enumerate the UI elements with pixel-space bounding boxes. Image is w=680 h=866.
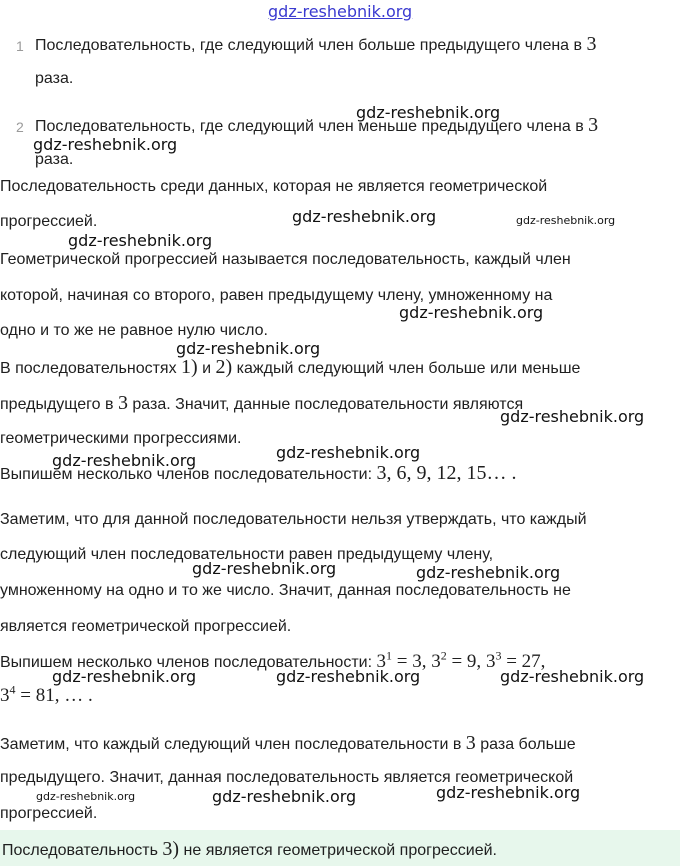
list-item-line xyxy=(35,115,598,137)
math-exponent: 1 xyxy=(386,648,392,663)
text-line xyxy=(0,393,523,415)
list-item-line: раза. xyxy=(35,151,74,168)
text-line xyxy=(0,357,580,379)
math-number: 3 xyxy=(588,114,599,136)
math-expression: 3, 6, 9, 12, 15… . xyxy=(376,462,517,484)
math-number: 3 xyxy=(117,392,128,414)
watermark: gdz-reshebnik.org xyxy=(276,443,421,462)
text-span: раза. Значит, данные последовательности являются xyxy=(132,396,524,413)
math-base: 3 xyxy=(485,651,496,672)
watermark: gdz-reshebnik.org xyxy=(68,231,213,250)
watermark: gdz-reshebnik.org xyxy=(192,559,337,578)
watermark: gdz-reshebnik.org xyxy=(436,783,581,802)
text-span: не является геометрической прогрессией. xyxy=(183,842,497,859)
math-exponent: 4 xyxy=(9,682,16,697)
text-span: В последовательностях xyxy=(0,360,177,377)
list-marker: 2 xyxy=(16,119,24,135)
text-span: предыдущего в xyxy=(0,396,114,413)
math-ref: 2) xyxy=(215,356,233,378)
watermark: gdz-reshebnik.org xyxy=(36,790,136,803)
math-ref: 1) xyxy=(181,356,198,378)
text-line: следующий член последовательности равен предыдущему члену, xyxy=(0,546,494,563)
math-exponent: 2 xyxy=(440,648,447,663)
watermark: gdz-reshebnik.org xyxy=(356,103,501,122)
watermark: gdz-reshebnik.org xyxy=(416,563,561,582)
math-rest: = 3, xyxy=(392,651,432,672)
watermark: gdz-reshebnik.org xyxy=(500,407,645,426)
watermark: gdz-reshebnik.org xyxy=(292,207,437,226)
text-span: Заметим, что каждый следующий член последовательности в xyxy=(0,736,462,753)
math-base: 3 xyxy=(376,651,386,672)
watermark: gdz-reshebnik.org xyxy=(212,787,357,806)
text-line: Последовательность среди данных, которая не является геометрической xyxy=(0,178,548,195)
math-base: 3 xyxy=(431,651,441,672)
text-span: Выпишем несколько членов последовательности: xyxy=(0,466,373,483)
math-exponent: 3 xyxy=(495,648,502,663)
math-base: 3 xyxy=(0,685,10,706)
text-span: раза больше xyxy=(480,736,576,753)
watermark: gdz-reshebnik.org xyxy=(399,303,544,322)
list-item-line: раза. xyxy=(35,70,74,87)
text-span: и xyxy=(202,360,212,377)
list-marker: 1 xyxy=(16,38,24,54)
text-line: предыдущего. Значит, данная последовательность является геометрической xyxy=(0,769,574,786)
watermark: gdz-reshebnik.org xyxy=(33,135,178,154)
watermark-top: gdz-reshebnik.org xyxy=(268,2,413,21)
text-span: Последовательность xyxy=(2,842,158,859)
math-number: 3 xyxy=(586,33,597,55)
watermark: gdz-reshebnik.org xyxy=(52,667,197,686)
text-line: геометрическими прогрессиями. xyxy=(0,430,242,447)
math-rest: = 81, … . xyxy=(15,685,93,706)
text-line xyxy=(0,733,576,755)
text-line: одно и то же не равное нулю число. xyxy=(0,322,268,339)
math-ref: 3) xyxy=(162,838,180,860)
text-line: которой, начиная со второго, равен предыдущему члену, умноженному на xyxy=(0,287,553,304)
math-rest: = 9, xyxy=(446,651,486,672)
watermark: gdz-reshebnik.org xyxy=(276,667,421,686)
text-line: является геометрической прогрессией. xyxy=(0,618,292,635)
watermark: gdz-reshebnik.org xyxy=(500,667,645,686)
text-line: Геометрической прогрессией называется последовательность, каждый член xyxy=(0,251,571,268)
text-span: каждый следующий член больше или меньше xyxy=(236,360,581,377)
text-line: прогрессией. xyxy=(0,805,98,822)
list-item-line xyxy=(35,34,596,56)
watermark: gdz-reshebnik.org xyxy=(176,339,321,358)
watermark: gdz-reshebnik.org xyxy=(516,214,616,227)
answer-conclusion xyxy=(0,830,680,866)
math-rest: = 27, xyxy=(501,651,546,672)
text-line: прогрессией. xyxy=(0,213,98,230)
conclusion-text xyxy=(2,839,497,861)
list-item-text: Последовательность, где следующий член меньше предыдущего члена в xyxy=(35,118,584,135)
text-line xyxy=(0,682,93,707)
math-number: 3 xyxy=(465,732,476,754)
text-span: Выпишем несколько членов последовательности: xyxy=(0,654,373,671)
list-item-text: Последовательность, где следующий член больше предыдущего члена в xyxy=(35,37,583,54)
watermark: gdz-reshebnik.org xyxy=(52,451,197,470)
text-line: умноженному на одно и то же число. Значит, данная последовательность не xyxy=(0,582,571,599)
math-expression xyxy=(0,682,93,706)
text-line: Заметим, что для данной последовательности нельзя утверждать, что каждый xyxy=(0,511,587,528)
